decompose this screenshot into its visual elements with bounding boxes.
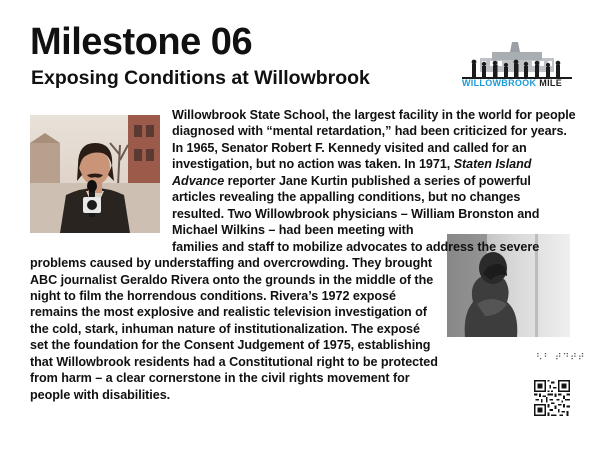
page-title: Milestone 06 bbox=[30, 21, 253, 63]
logo-word-willowbrook: WILLOWBROOK bbox=[462, 78, 537, 88]
body-line: from harm – a clear cornerstone in the civil rights movement for bbox=[30, 371, 410, 386]
logo-word-mile: MILE bbox=[539, 78, 562, 88]
body-line: In 1965, Senator Robert F. Kennedy visited and called for an bbox=[172, 140, 527, 155]
body-line: Michael Wilkins – had been meeting with bbox=[172, 223, 414, 238]
page-subtitle: Exposing Conditions at Willowbrook bbox=[31, 67, 370, 89]
body-line: diagnosed with “mental retardation,” had been criticized for years. bbox=[172, 124, 567, 139]
logo-building-icon bbox=[462, 40, 572, 80]
body-line: articles revealing the appalling conditions, but no changes bbox=[172, 190, 521, 205]
publication-name: Staten Island bbox=[453, 157, 532, 172]
willowbrook-mile-logo bbox=[462, 40, 572, 94]
body-line: problems caused by understaffing and overcrowding. They brought bbox=[30, 256, 432, 271]
body-line: resulted. Two Willowbrook physicians – William Bronston and bbox=[172, 206, 540, 221]
body-line: Willowbrook State School, the largest facility in the world for people bbox=[172, 108, 576, 122]
milestone-body-text bbox=[30, 107, 576, 403]
braille-text: ⠣⠃ ⠞⠙⠞⠞ bbox=[536, 353, 586, 363]
body-line: that Willowbrook residents had a Constitutional right to be protected bbox=[30, 354, 438, 369]
body-line: Advance reporter Jane Kurtin published a series of powerful bbox=[172, 173, 531, 188]
body-line: investigation, but no action was taken. In 1971, Staten Island bbox=[172, 157, 532, 172]
logo-wordmark bbox=[462, 78, 572, 92]
body-line: remains the most explosive and realistic television investigation of bbox=[30, 305, 427, 320]
body-line: night to film the horrendous conditions. Rivera’s 1972 exposé bbox=[30, 288, 396, 303]
body-line: people with disabilities. bbox=[30, 387, 171, 402]
body-line: the cold, stark, inhuman nature of institutionalization. The exposé bbox=[30, 321, 420, 336]
publication-name-cont: Advance bbox=[172, 173, 225, 188]
body-line: families and staff to mobilize advocates to address the severe bbox=[172, 239, 540, 254]
body-paragraph bbox=[30, 107, 576, 403]
body-line: set the foundation for the Consent Judgement of 1975, establishing bbox=[30, 338, 431, 353]
body-line: ABC journalist Geraldo Rivera onto the grounds in the middle of the bbox=[30, 272, 434, 287]
